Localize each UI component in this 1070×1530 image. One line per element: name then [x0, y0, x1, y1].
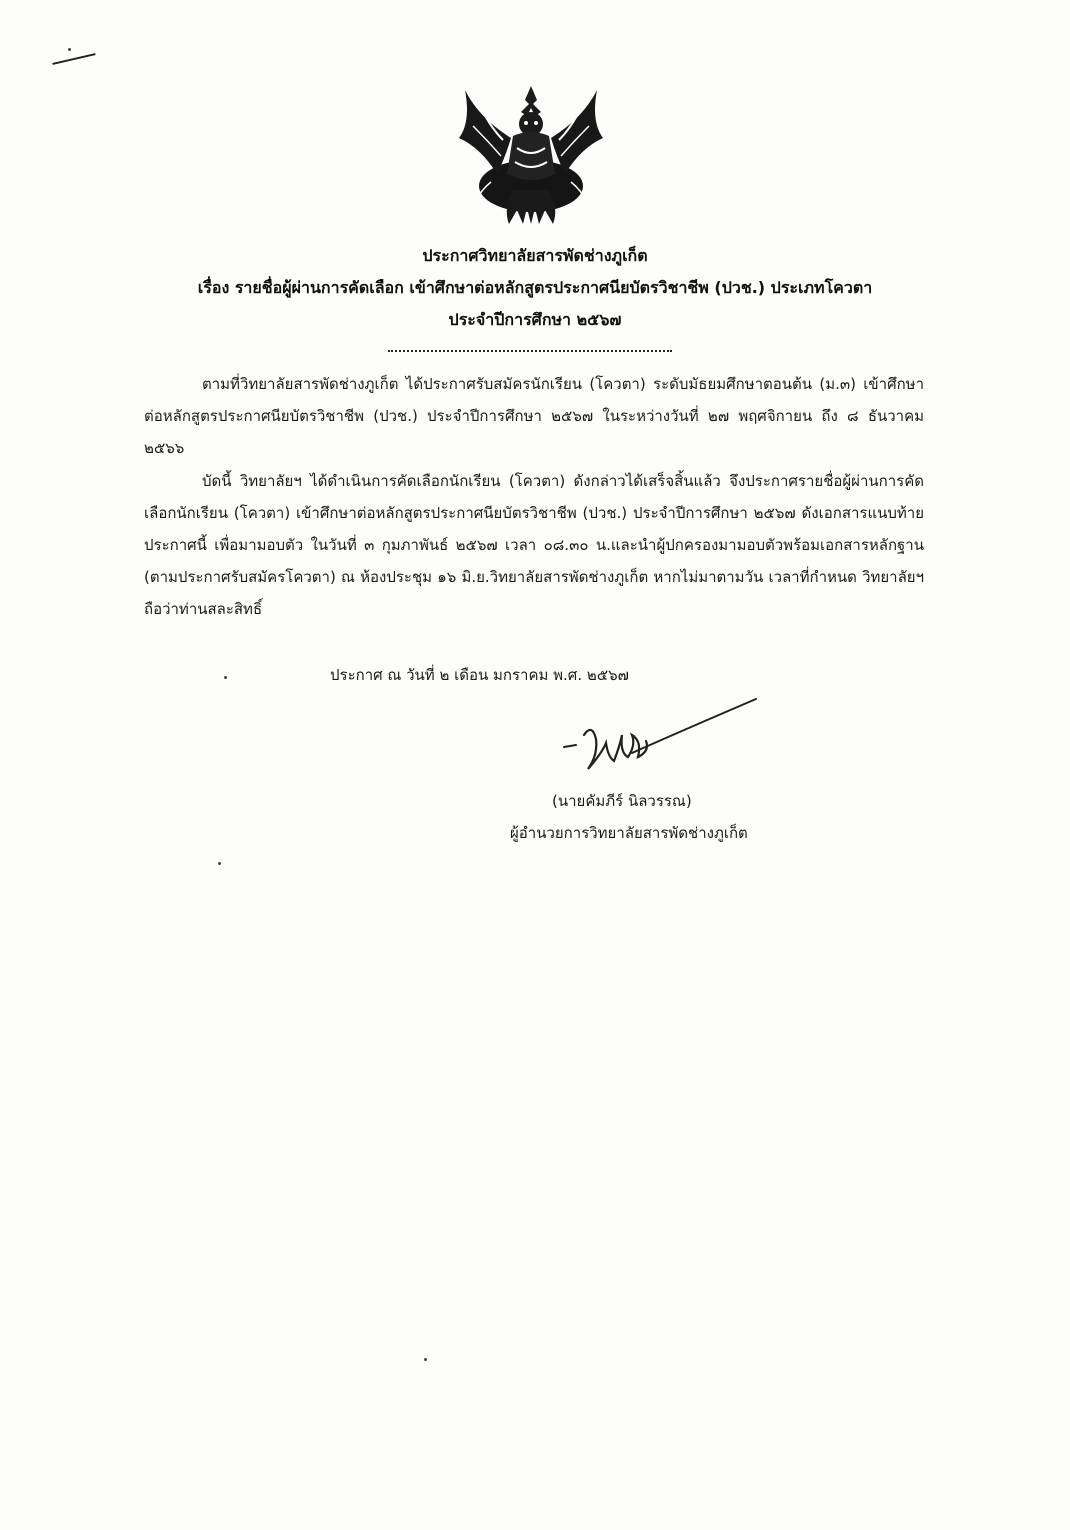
body-paragraph-1: ตามที่วิทยาลัยสารพัดช่างภูเก็ต ได้ประกาศรับสมัครนักเรียน (โควตา) ระดับมัธยมศึกษาตอนต้น (ม.๓) เข้าศึกษาต่อหลักสูตรประกาศนียบัตรวิชาชีพ (ปวช.) ประจำปีการศึกษา ๒๕๖๗ ในระหว่างวันที่ ๒๗ พฤศจิกายน ถึง ๘ ธันวาคม ๒๕๖๖: [144, 375, 924, 457]
garuda-emblem-icon: [451, 78, 611, 228]
scan-speck: [68, 48, 71, 51]
scan-speck: [424, 1358, 427, 1361]
handwritten-signature-icon: [562, 695, 762, 785]
scan-pen-mark: [52, 53, 95, 65]
announcement-subject: เรื่อง รายชื่อผู้ผ่านการคัดเลือก เข้าศึกษาต่อหลักสูตรประกาศนียบัตรวิชาชีพ (ปวช.) ประเภทโควตา: [197, 278, 873, 297]
announcement-date: ประกาศ ณ วันที่ ๒ เดือน มกราคม พ.ศ. ๒๕๖๗: [330, 666, 629, 684]
scan-speck: [224, 676, 227, 679]
dotted-separator: [388, 350, 672, 352]
academic-year-line: ประจำปีการศึกษา ๒๕๖๗: [448, 310, 622, 329]
scan-speck: [218, 862, 221, 865]
signatory-title: ผู้อำนวยการวิทยาลัยสารพัดช่างภูเก็ต: [510, 824, 748, 842]
signatory-name: (นายคัมภีร์ นิลวรรณ): [552, 792, 692, 810]
announcement-title: ประกาศวิทยาลัยสารพัดช่างภูเก็ต: [422, 246, 648, 265]
body-paragraph-2: บัดนี้ วิทยาลัยฯ ได้ดำเนินการคัดเลือกนักเรียน (โควตา) ดังกล่าวได้เสร็จสิ้นแล้ว จึงประกาศรายชื่อผู้ผ่านการคัดเลือกนักเรียน (โควตา) เข้าศึกษาต่อหลักสูตรประกาศนียบัตรวิชาชีพ (ปวช.) ประจำปีการศึกษา ๒๕๖๗ ดังเอกสารแนบท้ายประกาศนี้ เพื่อมามอบตัว ในวันที่ ๓ กุมภาพันธ์ ๒๕๖๗ เวลา ๐๘.๓๐ น.และนำผู้ปกครองมามอบตัวพร้อมเอกสารหลักฐาน (ตามประกาศรับสมัครโควตา) ณ ห้องประชุม ๑๖ มิ.ย.วิทยาลัยสารพัดช่างภูเก็ต หากไม่มาตามวัน เวลาที่กำหนด วิทยาลัยฯ ถือว่าท่านสละสิทธิ์: [144, 472, 924, 618]
